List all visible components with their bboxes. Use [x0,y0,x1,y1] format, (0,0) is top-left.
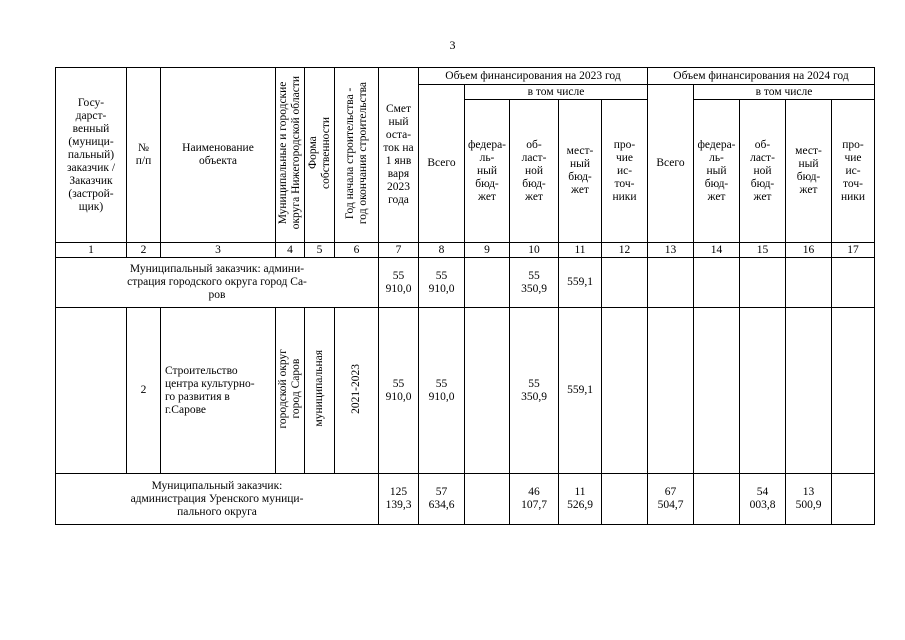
empty-cell [648,308,694,474]
col-num-9: 9 [465,243,510,258]
empty-cell [740,308,786,474]
header-total-2023: Всего [419,85,465,243]
header-years-text: Год начала строительства - год окончания строительства [343,81,369,225]
table-row [56,258,875,308]
header-ownership [305,68,335,243]
header-years [335,68,379,243]
header-number: № п/п [127,68,161,243]
empty-cell [694,474,740,525]
header-regional-2023: об- ласт- ной бюд- жет [510,100,559,243]
col-num-1: 1 [56,243,127,258]
col-num-13: 13 [648,243,694,258]
sarov-object-regional-2023: 55 350,9 [510,308,559,474]
uren-customer-total-2024: 67 504,7 [648,474,694,525]
uren-customer-regional-2024: 54 003,8 [740,474,786,525]
sarov-object-balance: 55 910,0 [379,308,419,474]
table-row [56,308,875,474]
empty-cell [602,474,648,525]
header-regional-2024: об- ласт- ной бюд- жет [740,100,786,243]
col-num-3: 3 [161,243,276,258]
header-municipality-text: Муниципальные и городские округа Нижегородской области [277,76,302,230]
header-federal-2023: федера- ль- ный бюд- жет [465,100,510,243]
sarov-customer-local-2023: 559,1 [559,258,602,308]
sarov-customer-label: Муниципальный заказчик: админи- страция городского округа город Са- ров [56,258,379,308]
header-balance: Смет ный оста- ток на 1 янв варя 2023 года [379,68,419,243]
header-fin-2024: Объем финансирования на 2024 год [648,68,875,85]
sarov-object-municipality-text: городской округ город Саров [277,348,302,429]
empty-cell [602,308,648,474]
col-num-12: 12 [602,243,648,258]
col-num-2: 2 [127,243,161,258]
empty-cell [602,258,648,308]
col-num-5: 5 [305,243,335,258]
sarov-object-years-text: 2021-2023 [350,363,362,414]
empty-cell [694,258,740,308]
header-object-name: Наименование объекта [161,68,276,243]
sarov-customer-regional-2023: 55 350,9 [510,258,559,308]
col-num-4: 4 [276,243,305,258]
header-incl-2023: в том числе [465,85,648,100]
empty-cell [832,308,875,474]
col-num-17: 17 [832,243,875,258]
sarov-object-ownership-text: муниципальная [313,350,325,427]
uren-customer-local-2023: 11 526,9 [559,474,602,525]
uren-customer-total-2023: 57 634,6 [419,474,465,525]
col-num-16: 16 [786,243,832,258]
empty-cell [465,474,510,525]
col-num-7: 7 [379,243,419,258]
header-local-2023: мест- ный бюд- жет [559,100,602,243]
sarov-customer-balance: 55 910,0 [379,258,419,308]
header-fin-2023: Объем финансирования на 2023 год [419,68,648,85]
col-num-6: 6 [335,243,379,258]
sarov-object-local-2023: 559,1 [559,308,602,474]
uren-customer-local-2024: 13 500,9 [786,474,832,525]
financing-table [55,67,875,525]
col-num-14: 14 [694,243,740,258]
empty-cell [465,308,510,474]
empty-cell [786,308,832,474]
header-other-2024: про- чие ис- точ- ники [832,100,875,243]
empty-cell [56,308,127,474]
empty-cell [832,258,875,308]
col-num-11: 11 [559,243,602,258]
uren-customer-balance: 125 139,3 [379,474,419,525]
table-row [56,474,875,525]
header-federal-2024: федера- ль- ный бюд- жет [694,100,740,243]
sarov-object-ownership [305,308,335,474]
sarov-object-municipality [276,308,305,474]
empty-cell [832,474,875,525]
sarov-object-total-2023: 55 910,0 [419,308,465,474]
header-municipality [276,68,305,243]
empty-cell [465,258,510,308]
header-ownership-text: Форма собственности [306,117,332,189]
empty-cell [740,258,786,308]
sarov-customer-total-2023: 55 910,0 [419,258,465,308]
page-number: 3 [449,38,456,52]
empty-cell [694,308,740,474]
header-incl-2024: в том числе [694,85,875,100]
sarov-object-number: 2 [127,308,161,474]
uren-customer-label: Муниципальный заказчик: администрация Уренского муници- пального округа [56,474,379,525]
sarov-object-name: Строительство центра культурно- го развития в г.Сарове [161,308,276,474]
col-num-15: 15 [740,243,786,258]
uren-customer-regional-2023: 46 107,7 [510,474,559,525]
header-customer: Госу- дарст- венный (муници- пальный) заказчик / Заказчик (застрой- щик) [56,68,127,243]
column-number-row [56,243,875,258]
col-num-10: 10 [510,243,559,258]
sarov-object-years [335,308,379,474]
empty-cell [786,258,832,308]
col-num-8: 8 [419,243,465,258]
empty-cell [648,258,694,308]
header-total-2024: Всего [648,85,694,243]
header-local-2024: мест- ный бюд- жет [786,100,832,243]
header-other-2023: про- чие ис- точ- ники [602,100,648,243]
